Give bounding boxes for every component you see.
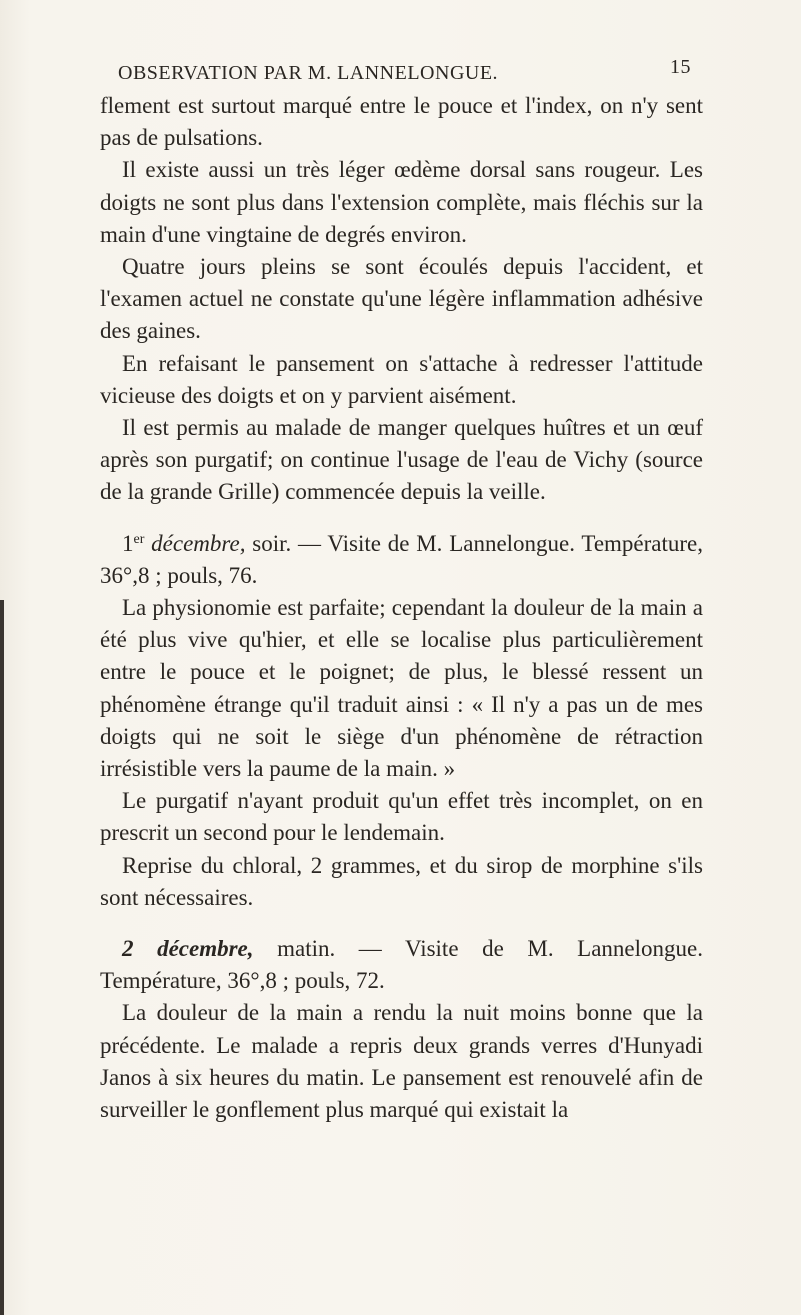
running-title: OBSERVATION PAR M. LANNELONGUE. [118,62,499,84]
paragraph: Il existe aussi un très léger œdème dorsal sans rougeur. Les doigts ne sont plus dans l'extension complète, mais fléchis sur la main d'une vingtaine de degrés environ. [100,157,703,247]
paragraph: Quatre jours pleins se sont écoulés depuis l'accident, et l'examen actuel ne constate qu'une légère inflammation adhésive des gaines. [100,254,703,344]
entry-date-word: décembre, [151,530,246,556]
paragraph: La douleur de la main a rendu la nuit moins bonne que la précédente. Le malade a repris deux grands verres d'Hunyadi Janos à six heures du matin. Le pansement est renouvelé afin de surveiller le gonflement plus marqué qui existait la [100,1000,703,1123]
entry-date-ordinal: er [133,531,145,547]
entry-date: 2 décembre, [122,936,254,962]
paragraph: flement est surtout marqué entre le pouce et l'index, on n'y sent pas de pulsations. [100,93,703,151]
paragraph: En refaisant le pansement on s'attache à redresser l'attitude vicieuse des doigts et on y parvient aisément. [100,350,703,408]
dated-entry [100,933,703,997]
page-edge-shadow [0,600,4,1315]
paragraph: Reprise du chloral, 2 grammes, et du sirop de morphine s'ils sont nécessaires. [100,852,703,910]
dated-entry [100,528,703,592]
entry-text: soir. — Visite de M. Lannelongue. Température, 36°,8 ; pouls, 76. [100,530,703,588]
paragraph: Le purgatif n'ayant produit qu'un effet très incomplet, on en prescrit un second pour le lendemain. [100,788,703,846]
body-text [100,90,703,1126]
entry-text: matin. — Visite de M. Lannelongue. Température, 36°,8 ; pouls, 72. [100,936,703,994]
paragraph: La physionomie est parfaite; cependant la douleur de la main a été plus vive qu'hier, et elle se localise plus particulièrement entre le pouce et le poignet; de plus, le blessé ressent un phénomène étrange qu'il traduit ainsi : « Il n'y a pas un de mes doigts qui ne soit le siège d'un phénomène de rétraction irrésistible vers la paume de la main. » [100,595,703,782]
paragraph: Il est permis au malade de manger quelques huîtres et un œuf après son purgatif; on continue l'usage de l'eau de Vichy (source de la grande Grille) commencée depuis la veille. [100,415,703,505]
page-number: 15 [670,56,691,78]
entry-date-number: 1 [122,530,134,556]
